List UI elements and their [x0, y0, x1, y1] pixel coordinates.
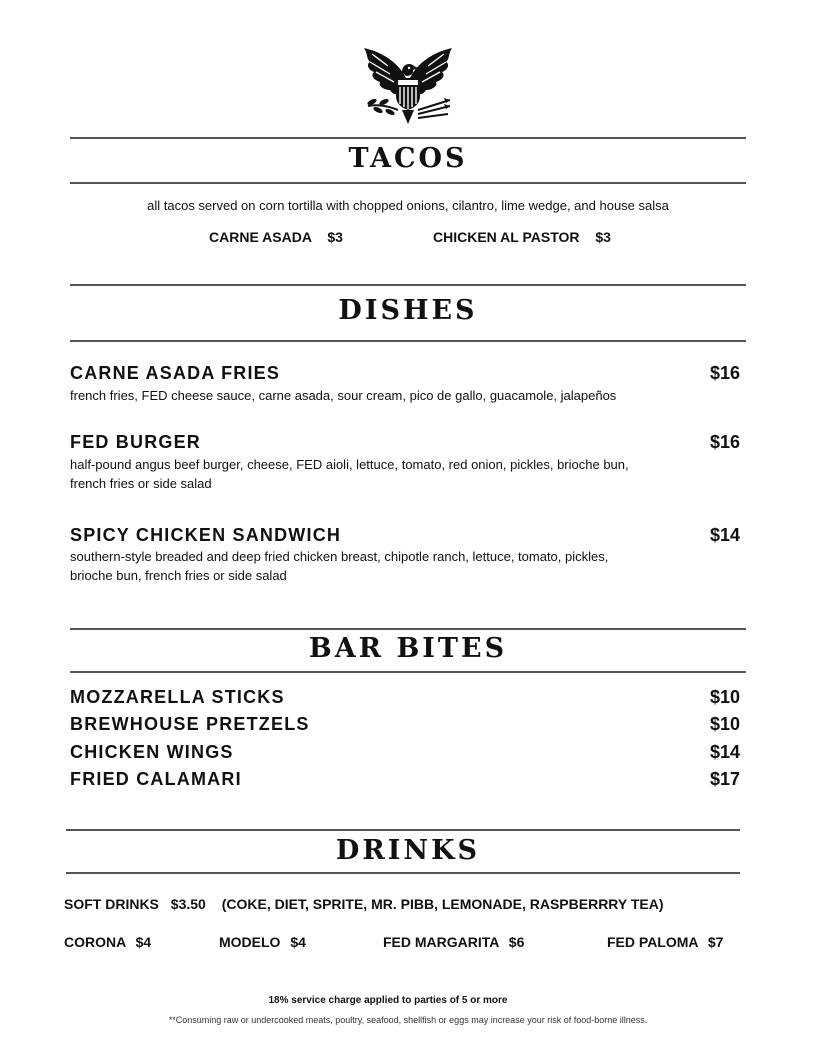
drink-name: MODELO	[219, 934, 281, 950]
dish-description: southern-style breaded and deep fried chicken breast, chipotle ranch, lettuce, tomato, pickles,	[70, 549, 609, 564]
drink-price: $6	[508, 934, 525, 950]
dish-price: $16	[709, 363, 740, 383]
bar-bite-price: $10	[709, 714, 740, 734]
drink-item	[64, 935, 151, 949]
taco-name: CHICKEN AL PASTOR	[433, 229, 580, 245]
dish-description: brioche bun, french fries or side salad	[70, 568, 287, 583]
divider	[70, 340, 746, 342]
drink-name: FED PALOMA	[607, 934, 698, 950]
dish-description: french fries or side salad	[70, 476, 212, 491]
logo	[358, 44, 458, 126]
drink-item	[219, 935, 306, 949]
bar-bite-price: $14	[709, 742, 740, 762]
drink-name: FED MARGARITA	[383, 934, 499, 950]
drink-item	[383, 935, 524, 949]
divider	[70, 137, 746, 139]
bar-bite-name: MOZZARELLA STICKS	[70, 687, 285, 707]
bar-bite-price: $17	[709, 769, 740, 789]
taco-name: CARNE ASADA	[209, 229, 312, 245]
drink-item	[607, 935, 723, 949]
divider	[70, 284, 746, 286]
dish-price: $16	[709, 432, 740, 452]
drink-price: $7	[707, 934, 724, 950]
dish-price: $14	[709, 525, 740, 545]
drink-price: $4	[290, 934, 306, 950]
food-safety-warning: **Consuming raw or undercooked meats, poultry, seafood, shellfish or eggs may increase your risk of food-borne illness.	[168, 1015, 648, 1025]
dish-name: FED BURGER	[70, 432, 202, 452]
section-title-dishes: DISHES	[338, 295, 478, 326]
drink-name: CORONA	[64, 934, 126, 950]
tacos-note: all tacos served on corn tortilla with chopped onions, cilantro, lime wedge, and house salsa	[147, 198, 669, 213]
divider	[70, 628, 746, 630]
taco-price: $3	[595, 229, 611, 245]
divider	[70, 182, 746, 184]
soft-drinks-options: (COKE, DIET, SPRITE, MR. PIBB, LEMONADE, RASPBERRRY TEA)	[221, 896, 664, 912]
taco-price: $3	[327, 229, 343, 245]
bar-bite-price: $10	[709, 687, 740, 707]
section-title-bar-bites: BAR BITES	[308, 633, 508, 664]
bar-bite-name: BREWHOUSE PRETZELS	[70, 714, 310, 734]
dish-name: SPICY CHICKEN SANDWICH	[70, 525, 342, 545]
divider	[66, 872, 740, 874]
soft-drinks-price: $3.50	[170, 896, 206, 912]
dish-description: half-pound angus beef burger, cheese, FED aioli, lettuce, tomato, red onion, pickles, brioche bun,	[70, 457, 629, 472]
soft-drinks-line	[64, 897, 664, 911]
section-title-tacos: TACOS	[348, 143, 468, 174]
soft-drinks-name: SOFT DRINKS	[64, 896, 159, 912]
dish-description: french fries, FED cheese sauce, carne asada, sour cream, pico de gallo, guacamole, jalapeños	[70, 388, 617, 403]
bar-bite-name: CHICKEN WINGS	[70, 742, 234, 762]
eagle-seal-icon	[358, 44, 458, 126]
taco-item	[433, 230, 611, 244]
section-title-drinks: DRINKS	[335, 835, 481, 866]
drink-price: $4	[135, 934, 152, 950]
divider	[70, 671, 746, 673]
dish-name: CARNE ASADA FRIES	[70, 363, 281, 383]
taco-item	[209, 230, 343, 244]
bar-bite-name: FRIED CALAMARI	[70, 769, 242, 789]
service-charge-note: 18% service charge applied to parties of 5 or more	[268, 995, 508, 1006]
divider	[66, 829, 740, 831]
